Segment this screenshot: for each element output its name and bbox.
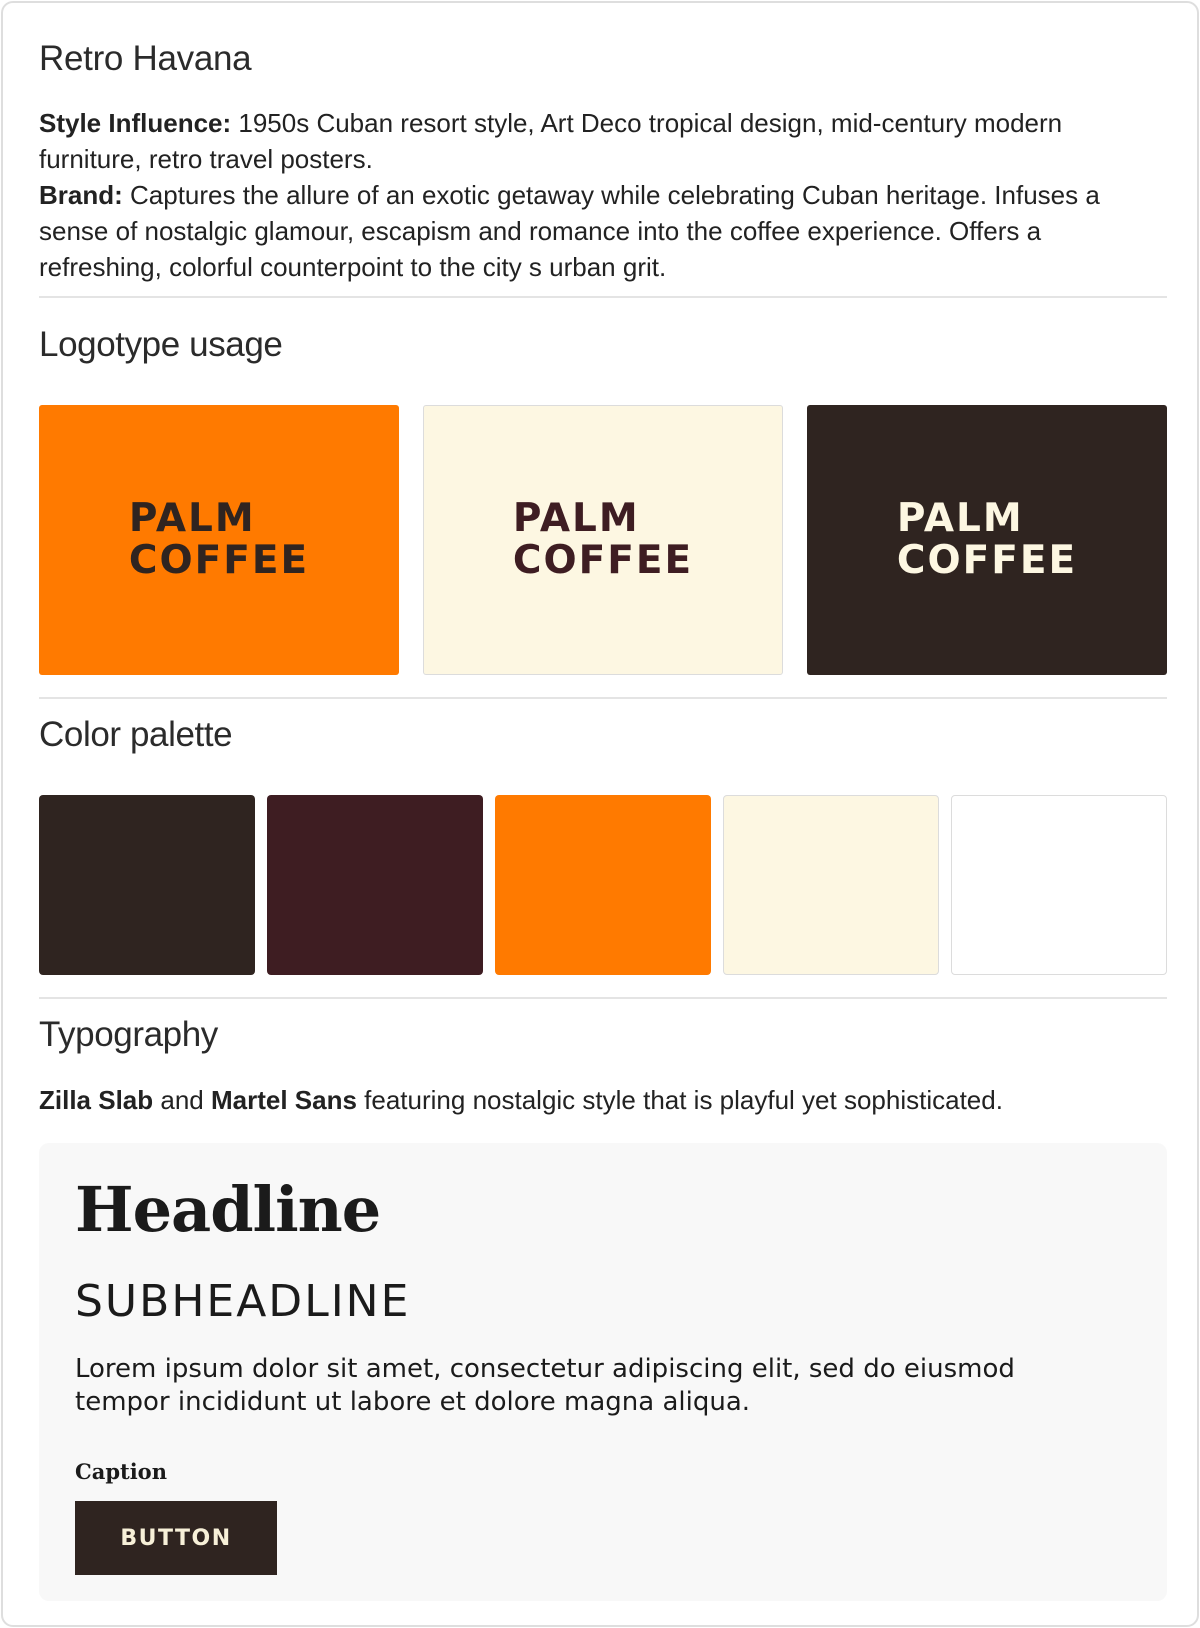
section-divider: [39, 296, 1167, 298]
logotype: [897, 498, 1077, 582]
logotype-line1: PALM: [512, 496, 640, 541]
color-swatch-maroon: [267, 795, 483, 975]
font-name-martel-sans: Martel Sans: [210, 1085, 357, 1115]
section-divider: [39, 697, 1167, 699]
brand-text: Captures the allure of an exotic getaway while celebrating Cuban heritage. Infuses a sense of nostalgic glamour, escapism and romance into the coffee experience. Offers a refreshing, colorful counterpoint to the city s urban grit.: [39, 180, 1100, 282]
color-swatch-dark-brown: [39, 795, 255, 975]
typography-heading: Typography: [39, 1015, 218, 1054]
typography-description: [39, 1085, 1003, 1116]
logotype-line2: COFFEE: [512, 538, 694, 583]
logotype-line1: PALM: [896, 496, 1024, 541]
logotype-heading: Logotype usage: [39, 325, 283, 364]
specimen-subheadline: SUBHEADLINE: [75, 1276, 411, 1327]
and-text: and: [153, 1085, 211, 1115]
logotype-line1: PALM: [128, 496, 256, 541]
style-guide-card: [1, 1, 1199, 1627]
logotype: [513, 498, 693, 582]
color-swatch-white: [951, 795, 1167, 975]
specimen-body: Lorem ipsum dolor sit amet, consectetur adipiscing elit, sed do eiusmod tempor incididunt ut labore et dolore magna aliqua.: [75, 1354, 1015, 1417]
logotype-line2: COFFEE: [896, 538, 1078, 583]
logo-variant-dark: [807, 405, 1167, 675]
logo-variant-orange: [39, 405, 399, 675]
logotype-line2: COFFEE: [128, 538, 310, 583]
specimen-caption: Caption: [75, 1459, 167, 1484]
color-swatch-cream: [723, 795, 939, 975]
specimen-headline: Headline: [75, 1173, 381, 1246]
style-influence-label: Style Influence:: [39, 108, 232, 138]
intro-text: [39, 105, 1167, 285]
logo-variant-cream: [423, 405, 783, 675]
font-name-zilla-slab: Zilla Slab: [39, 1085, 154, 1115]
palette-heading: Color palette: [39, 715, 233, 754]
brand-label: Brand:: [39, 180, 123, 210]
page-title: Retro Havana: [39, 39, 252, 78]
style-influence-text: 1950s Cuban resort style, Art Deco tropical design, mid-century modern furniture, retro travel posters.: [39, 108, 1063, 174]
specimen-button[interactable]: BUTTON: [75, 1501, 277, 1575]
typography-desc-text: featuring nostalgic style that is playful yet sophisticated.: [356, 1085, 1003, 1115]
type-specimen-panel: [39, 1143, 1167, 1601]
logotype: [129, 498, 309, 582]
color-swatch-orange: [495, 795, 711, 975]
section-divider: [39, 997, 1167, 999]
